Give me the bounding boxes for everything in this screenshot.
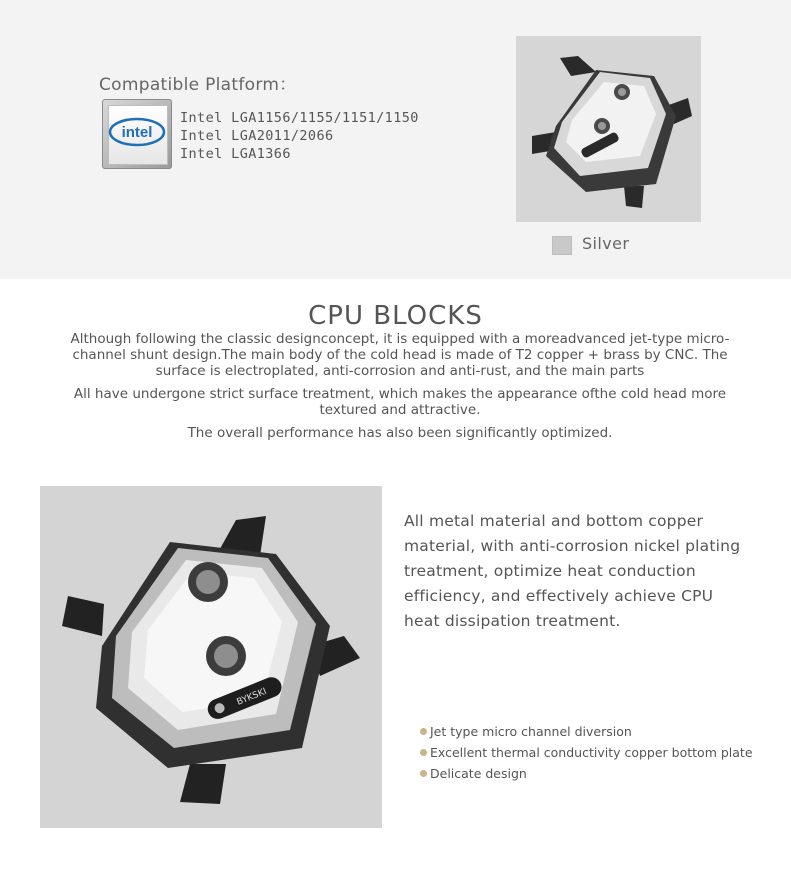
section-title: CPU BLOCKS (308, 301, 483, 331)
list-item (420, 721, 753, 742)
socket-item: Intel LGA1156/1155/1151/1150 (180, 110, 419, 126)
bullet-text: Excellent thermal conductivity copper bottom plate (430, 745, 753, 760)
feature-description: All metal material and bottom copper material, with anti-corrosion nickel plating treatment, optimize heat conduction efficiency, and effectively achieve CPU heat dissipation treatment. (404, 512, 741, 630)
intel-logo-badge (102, 99, 172, 169)
cpu-block-photo (40, 486, 382, 828)
bullet-dot-icon (420, 728, 427, 735)
list-item (420, 742, 753, 763)
svg-text:BYKSKI: BYKSKI (235, 686, 269, 708)
bullet-dot-icon (420, 770, 427, 777)
socket-item: Intel LGA2011/2066 (180, 128, 334, 144)
intel-logo-icon (104, 109, 170, 155)
compatible-platform-title: Compatible Platform： (99, 75, 297, 95)
description-paragraph: All have undergone strict surface treatment, which makes the appearance ofthe cold head more textured and attractive. (73, 386, 727, 418)
bullet-text: Jet type micro channel diversion (430, 724, 632, 739)
cpu-block-thumbnail[interactable] (516, 36, 701, 222)
description-paragraph: The overall performance has also been significantly optimized. (187, 425, 613, 441)
description-paragraph: Although following the classic designconcept, it is equipped with a moreadvanced jet-type micro-channel shunt design.The main body of the cold head is made of T2 copper + brass by CNC. The surface is electroplated, anti-corrosion and anti-rust, and the main parts (70, 331, 730, 379)
bullet-dot-icon (420, 749, 427, 756)
list-item (420, 763, 753, 784)
socket-list (180, 109, 419, 163)
svg-text:intel: intel (121, 124, 153, 141)
feature-bullet-list (420, 721, 753, 784)
silver-color-swatch[interactable] (552, 236, 572, 255)
color-label: Silver (582, 234, 630, 253)
bullet-text: Delicate design (430, 766, 527, 781)
socket-item: Intel LGA1366 (180, 146, 291, 162)
